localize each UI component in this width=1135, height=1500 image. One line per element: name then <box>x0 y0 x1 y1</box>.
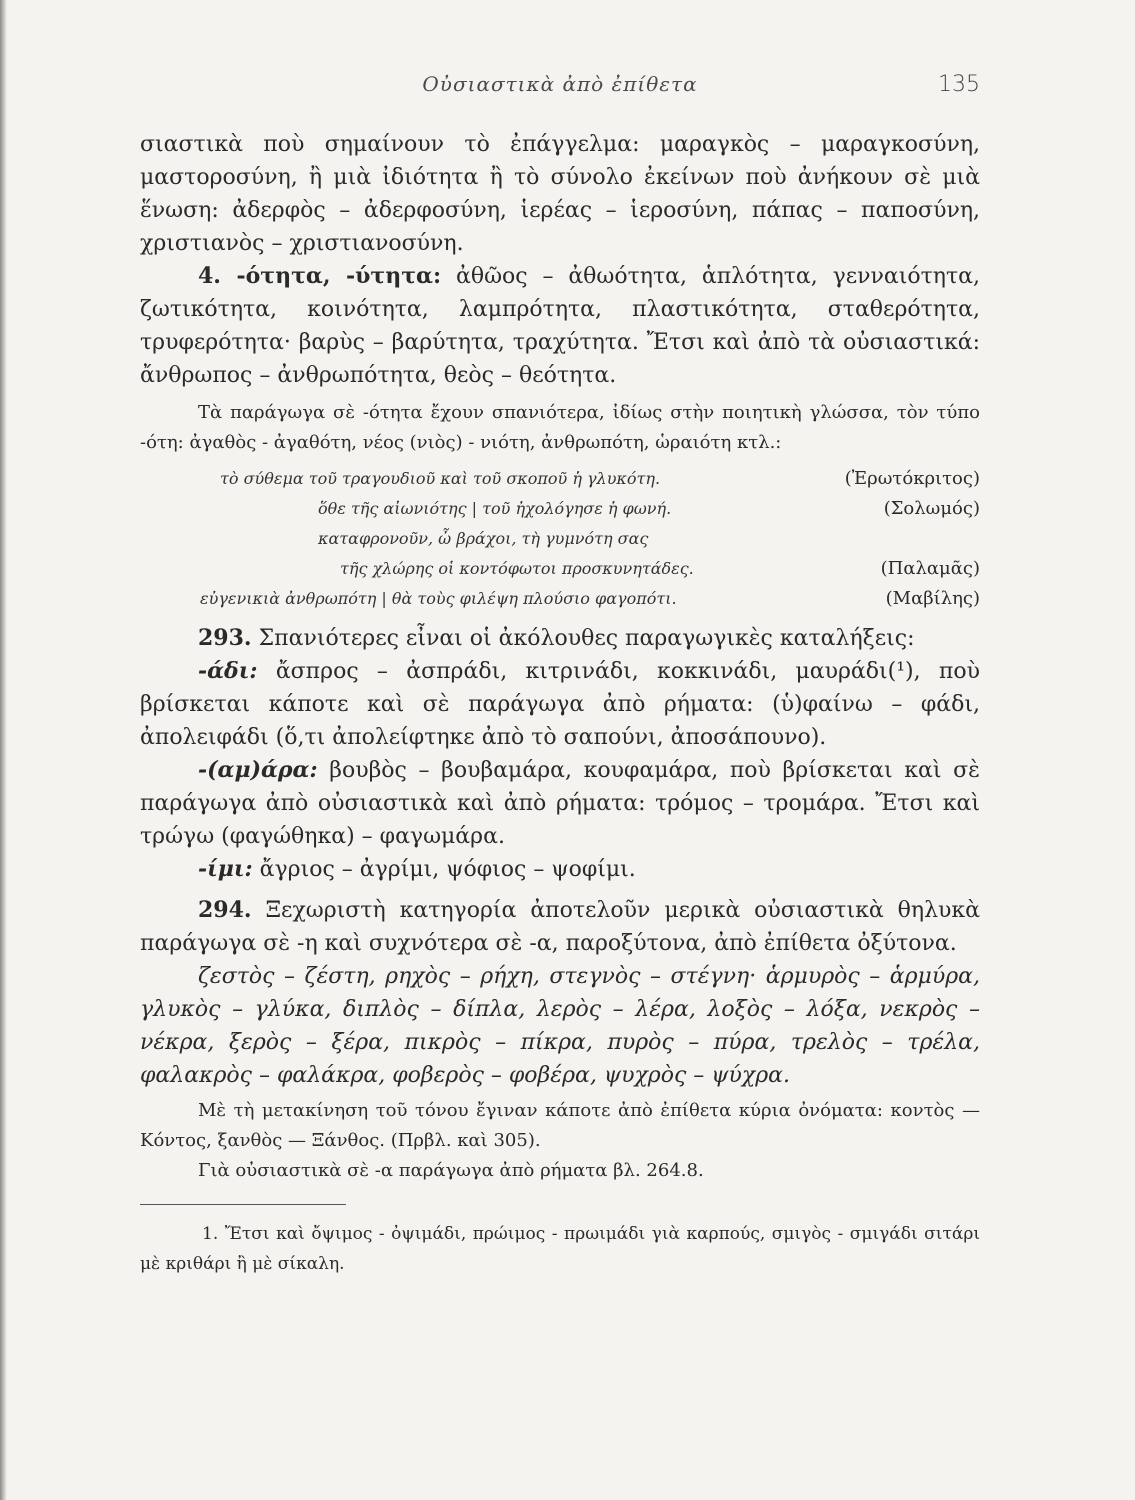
quote-verse-line: τῆς χλώρης οἱ κοντόφωτοι προσκυνητάδες. <box>340 559 694 578</box>
quote-verse <box>318 524 694 584</box>
paragraph-continuation: σιαστικὰ ποὺ σημαίνουν τὸ ἐπάγγελμα: μαραγκὸς – μαραγκοσύνη, μαστορoσύνη, ἢ μιὰ ἰδιότητα ἢ τὸ σύνολο ἐκείνων ποὺ ἀνήκουν σὲ μιὰ ἕνωση: ἀδερφὸς – ἀδερφοσύνη, ἱερέας – ἱεροσύνη, πάπας – παποσύνη, χριστιανὸς – χριστιανοσύνη. <box>140 132 980 256</box>
paragraph-amara-text: βουβὸς – βουβαμάρα, κουφαμάρα, ποὺ βρίσκεται καὶ σὲ παράγωγα ἀπὸ οὐσιαστικὰ καὶ ἀπὸ ρήματα: τρόμος – τρομάρα. Ἔτσι καὶ τρώγω (φαγώθηκα) – φαγωμάρα. <box>140 758 980 849</box>
section-number-293: 293. <box>198 625 252 651</box>
section-294 <box>140 894 980 960</box>
note-reference: Γιὰ οὐσιαστικὰ σὲ -α παράγωγα ἀπὸ ρήματα βλ. 264.8. <box>198 1160 704 1181</box>
section-number-294: 294. <box>198 897 252 923</box>
section-293-text: Σπανιότερες εἶναι οἱ ἀκόλουθες παραγωγικὲς καταλήξεις: <box>258 626 915 651</box>
footnote-divider <box>140 1204 346 1205</box>
footnote-1: 1. Ἔτσι καὶ ὄψιμος - ὀψιμάδι, πρώιμος - πρωιμάδι γιὰ καρπούς, σμιγὸς - σμιγάδι σιτάρι μὲ κριθάρι ἢ μὲ σίκαλη. <box>140 1224 980 1274</box>
quote-palamas <box>140 524 980 584</box>
quote-author: (Σολωμός) <box>883 498 980 519</box>
running-title: Οὐσιαστικὰ ἀπὸ ἐπίθετα <box>422 72 698 96</box>
quote-author: (Ἐρωτόκριτος) <box>844 468 980 489</box>
suffix-heading-otita: 4. -ότητα, -ύτητα: <box>198 263 442 289</box>
paragraph-adi-text: ἄσπρος – ἀσπράδι, κιτρινάδι, κοκκινάδι, μαυράδι(¹), ποὺ βρίσκεται κάποτε καὶ σὲ παράγωγα ἀπὸ ρήματα: (ὑ)φαίνω – φάδι, ἀπολειφάδι (ὅ,τι ἀπολείφτηκε ἀπὸ τὸ σαπούνι, ἀποσάπουνο). <box>140 659 980 750</box>
paragraph-otita-text: ἀθῶος – ἀθωότητα, ἁπλότητα, γενναιότητα, ζωτικότητα, κοινότητα, λαμπρότητα, πλαστικότητα, σταθερότητα, τρυφερότητα· βαρὺς – βαρύτητα, τραχύτητα. Ἔτσι καὶ ἀπὸ τὰ οὐσιαστικά: ἄνθρωπος – ἀνθρωπότητα, θεὸς – θεότητα. <box>140 264 980 388</box>
paragraph-amara <box>140 754 980 853</box>
quote-author: (Παλαμᾶς) <box>880 558 980 579</box>
note-oti-form: Τὰ παράγωγα σὲ -ότητα ἔχουν σπανιότερα, ἰδίως στὴν ποιητικὴ γλώσσα, τὸν τύπο -ότη: ἀγαθὸς - ἀγαθότη, νέος (νιὸς) - νιότη, ἀνθρωπότη, ὡραιότη κτλ.: <box>140 402 980 453</box>
quote-verse: τὸ σύθεμα τοῦ τραγουδιοῦ καὶ τοῦ σκοποῦ ἡ γλυκότη. <box>220 469 661 488</box>
quote-verse-line: καταφρονοῦν, ὦ βράχοι, τὴ γυμνότη σας <box>318 529 649 548</box>
section-294-text: Ξεχωριστὴ κατηγορία ἀποτελοῦν μερικὰ οὐσιαστικὰ θηλυκὰ παράγωγα σὲ -η καὶ συχνότερα σὲ -α, παροξύτονα, ἀπὸ ἐπίθετα ὀξύτονα. <box>140 898 980 956</box>
paragraph-imi <box>140 853 980 886</box>
quote-verse: εὐγενικιὰ ἀνθρωπότη | θὰ τοὺς φιλέψη πλούσιο φαγοπότι. <box>200 589 677 608</box>
suffix-heading-amara: -(αμ)άρα: <box>198 757 318 783</box>
quote-solomos <box>140 494 980 524</box>
page-header <box>140 72 980 106</box>
quote-mavilis <box>140 584 980 614</box>
paragraph-examples: ζεστὸς – ζέστη, ρηχὸς – ρήχη, στεγνὸς – στέγνη· ἁρμυρὸς – ἁρμύρα, γλυκὸς – γλύκα, διπλὸς – δίπλα, λερὸς – λέρα, λοξὸς – λόξα, νεκρὸς – νέκρα, ξερὸς – ξέρα, πικρὸς – πίκρα, πυρὸς – πύρα, τρελὸς – τρέλα, φαλακρὸς – φαλάκρα, φοβερὸς – φοβέρα, ψυχρὸς – ψύχρα. <box>140 964 980 1088</box>
quote-erotokritos <box>140 464 980 494</box>
paragraph-imi-text: ἄγριος – ἀγρίμι, ψόφιος – ψοφίμι. <box>259 857 636 882</box>
paragraph-adi <box>140 655 980 754</box>
section-293 <box>140 622 980 655</box>
page-binding-edge <box>0 0 7 1500</box>
suffix-heading-imi: -ίμι: <box>198 856 253 882</box>
paragraph-otita <box>140 260 980 392</box>
suffix-heading-adi: -άδι: <box>198 658 258 684</box>
page-body <box>140 128 980 1279</box>
note-proper-names: Μὲ τὴ μετακίνηση τοῦ τόνου ἔγιναν κάποτε ἀπὸ ἐπίθετα κύρια ὀνόματα: κοντὸς — Κόντος, ξανθὸς — Ξάνθος. (Πρβλ. καὶ 305). <box>140 1100 980 1151</box>
quote-author: (Μαβίλης) <box>885 588 980 609</box>
quote-verse: ὅθε τῆς αἰωνιότης | τοῦ ἠχολόγησε ἡ φωνή. <box>318 499 672 518</box>
page-number: 135 <box>938 72 980 97</box>
quotation-block <box>140 464 980 614</box>
